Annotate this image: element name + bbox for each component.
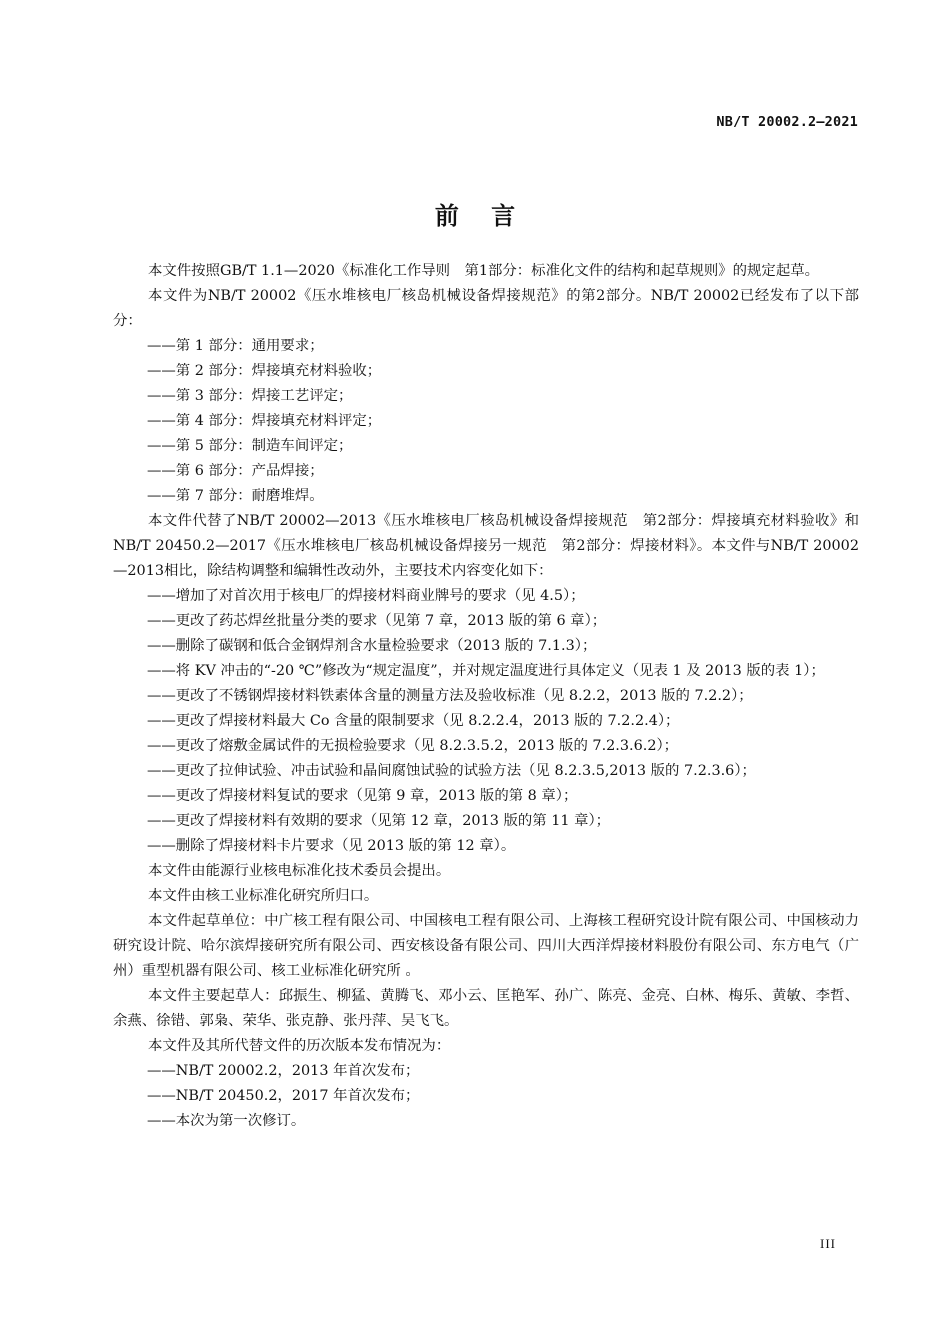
list-item-change: ——更改了焊接材料复试的要求（见第 9 章，2013 版的第 8 章）；: [147, 788, 578, 804]
list-item-part: ——第 7 部分：耐磨堆焊。: [147, 488, 324, 504]
list-item-change: ——删除了碳钢和低合金钢焊剂含水量检验要求（2013 版的 7.1.3）；: [147, 638, 597, 654]
list-item-history: ——NB/T 20450.2，2017 年首次发布；: [147, 1088, 420, 1104]
paragraph-history-intro: 本文件及其所代替文件的历次版本发布情况为：: [148, 1038, 451, 1054]
paragraph-drafting-units: 本文件起草单位：中广核工程有限公司、中国核电工程有限公司、上海核工程研究设计院有限公司、中国核动力研究设计院、哈尔滨焊接研究所有限公司、西安核设备有限公司、四川大西洋焊接材料股份有限公司、东方电气（广州）重型机器有限公司、核工业标准化研究所 。: [113, 913, 859, 979]
paragraph-drafters: 本文件主要起草人：邱振生、柳猛、黄腾飞、邓小云、匡艳军、孙广、陈亮、金亮、白林、梅乐、黄敏、李哲、余燕、徐错、郭枭、荣华、张克静、张丹萍、吴飞飞。: [113, 988, 859, 1029]
document-body: [113, 259, 859, 1134]
list-item-change: ——更改了拉伸试验、冲击试验和晶间腐蚀试验的试验方法（见 8.2.3.5,2013 版的 7.2.3.6）；: [147, 763, 756, 779]
list-item-part: ——第 3 部分：焊接工艺评定；: [147, 388, 353, 404]
list-item-history: ——NB/T 20002.2，2013 年首次发布；: [147, 1063, 420, 1079]
paragraph-drafting-basis: 本文件按照GB/T 1.1—2020《标准化工作导则 第1部分：标准化文件的结构和起草规则》的规定起草。: [148, 263, 819, 279]
list-item-change: ——增加了对首次用于核电厂的焊接材料商业牌号的要求（见 4.5）；: [147, 588, 585, 604]
list-item-history: ——本次为第一次修订。: [147, 1113, 306, 1129]
list-item-change: ——将 KV 冲击的“-20 ℃”修改为“规定温度”，并对规定温度进行具体定义（见表 1 及 2013 版的表 1）；: [147, 663, 825, 679]
list-item-change: ——更改了焊接材料有效期的要求（见第 12 章，2013 版的第 11 章）；: [147, 813, 611, 829]
page-number: III: [820, 1236, 836, 1251]
list-item-part: ——第 6 部分：产品焊接；: [147, 463, 324, 479]
list-item-change: ——更改了药芯焊丝批量分类的要求（见第 7 章，2013 版的第 6 章）；: [147, 613, 607, 629]
list-item-part: ——第 4 部分：焊接填充材料评定；: [147, 413, 382, 429]
paragraph-proposer: 本文件由能源行业核电标准化技术委员会提出。: [148, 863, 451, 879]
list-item-part: ——第 5 部分：制造车间评定；: [147, 438, 353, 454]
paragraph-administrator: 本文件由核工业标准化研究所归口。: [148, 888, 379, 904]
list-item-change: ——更改了焊接材料最大 Co 含量的限制要求（见 8.2.2.4，2013 版的 7.2.2.4）；: [147, 713, 680, 729]
page-title: 前 言: [434, 202, 516, 230]
list-item-part: ——第 1 部分：通用要求；: [147, 338, 324, 354]
list-item-part: ——第 2 部分：焊接填充材料验收；: [147, 363, 382, 379]
list-item-change: ——更改了不锈钢焊接材料铁素体含量的测量方法及验收标准（见 8.2.2，2013 版的 7.2.2）；: [147, 688, 753, 704]
paragraph-replacement: 本文件代替了NB/T 20002—2013《压水堆核电厂核岛机械设备焊接规范 第2部分：焊接填充材料验收》和NB/T 20450.2—2017《压水堆核电厂核岛机械设备焊接另一规范 第2部分：焊接材料》。本文件与NB/T 20002—2013相比，除结构调整和编辑性改动外，主要技术内容变化如下：: [113, 513, 859, 579]
paragraph-series-intro: 本文件为NB/T 20002《压水堆核电厂核岛机械设备焊接规范》的第2部分。NB/T 20002已经发布了以下部分：: [113, 288, 859, 329]
list-item-change: ——删除了焊接材料卡片要求（见 2013 版的第 12 章）。: [147, 838, 516, 854]
document-id: NB/T 20002.2—2021: [716, 114, 858, 130]
list-item-change: ——更改了熔敷金属试件的无损检验要求（见 8.2.3.5.2，2013 版的 7.2.3.6.2）；: [147, 738, 679, 754]
